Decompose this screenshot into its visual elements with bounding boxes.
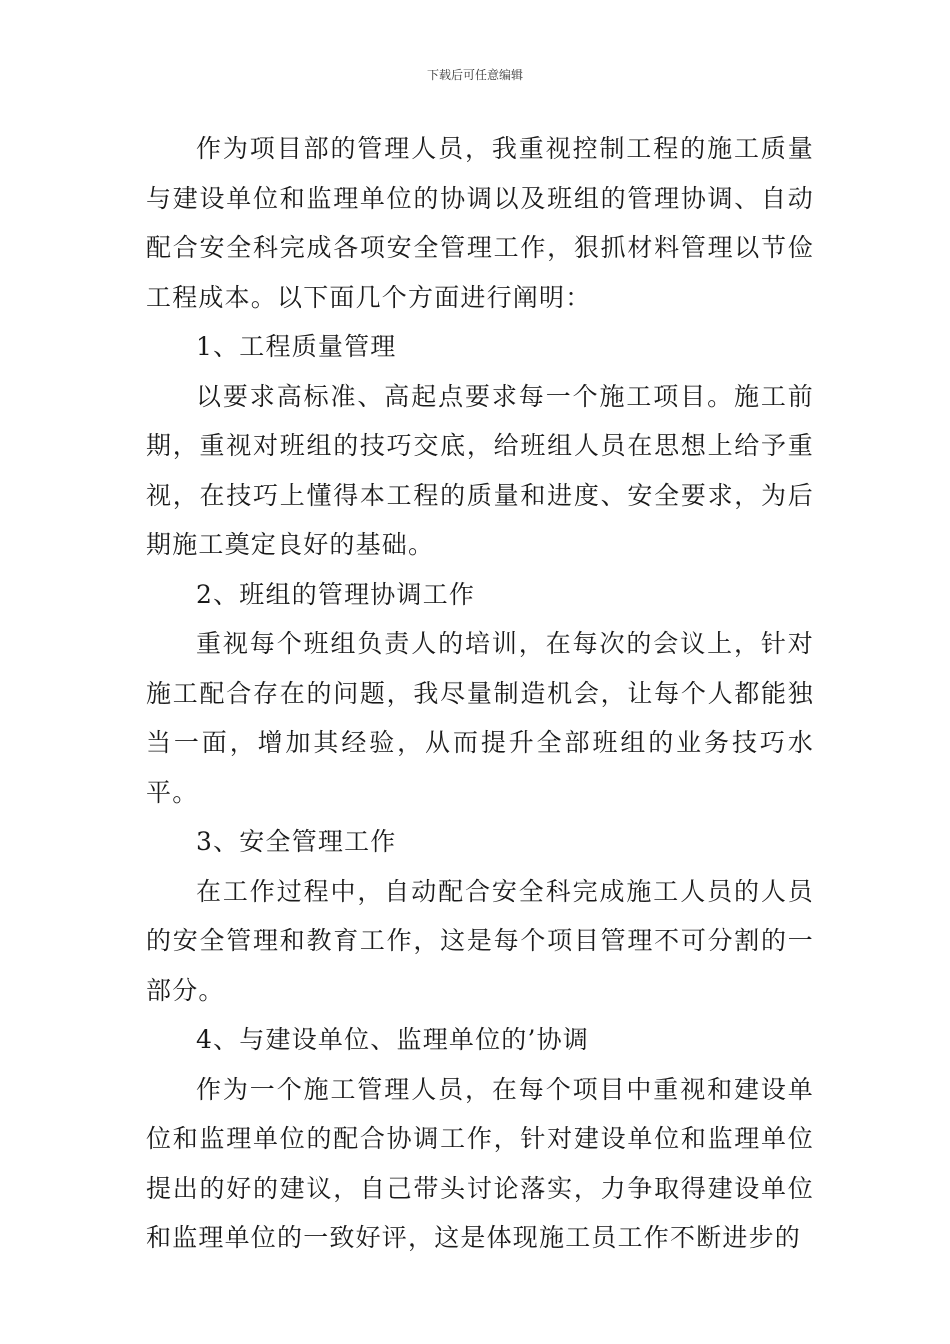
page-header: 下载后可任意编辑 (426, 68, 523, 82)
section-heading-coordination: 4、与建设单位、监理单位的’协调 (196, 1025, 590, 1054)
intro-paragraph: 作为项目部的管理人员，我重视控制工程的施工质量与建设单位和监理单位的协调以及班组的管理协调、自动配合安全科完成各项安全管理工作，狠抓材料管理以节俭工程成本。以下面几个方面进行阐明： (146, 134, 814, 312)
document-body (146, 124, 814, 1263)
section-heading-team: 2、班组的管理协调工作 (196, 579, 476, 609)
coordination-paragraph: 作为一个施工管理人员，在每个项目中重视和建设单位和监理单位的配合协调工作，针对建设单位和监理单位提出的好的建议，自己带头讨论落实，力争取得建设单位和监理单位的一致好评，这是体现施工员工作不断进步的 (146, 1074, 814, 1252)
quality-paragraph: 以要求高标准、高起点要求每一个施工项目。施工前期，重视对班组的技巧交底，给班组人员在思想上给予重视，在技巧上懂得本工程的质量和进度、安全要求，为后期施工奠定良好的基础。 (146, 381, 814, 559)
team-paragraph: 重视每个班组负责人的培训，在每次的会议上，针对施工配合存在的问题，我尽量制造机会，让每个人都能独当一面，增加其经验，从而提升全部班组的业务技巧水平。 (146, 629, 814, 807)
section-heading-quality: 1、工程质量管理 (196, 332, 397, 361)
section-heading-safety: 3、安全管理工作 (196, 827, 397, 856)
safety-paragraph: 在工作过程中，自动配合安全科完成施工人员的人员的安全管理和教育工作，这是每个项目管理不可分割的一部分。 (146, 876, 814, 1005)
